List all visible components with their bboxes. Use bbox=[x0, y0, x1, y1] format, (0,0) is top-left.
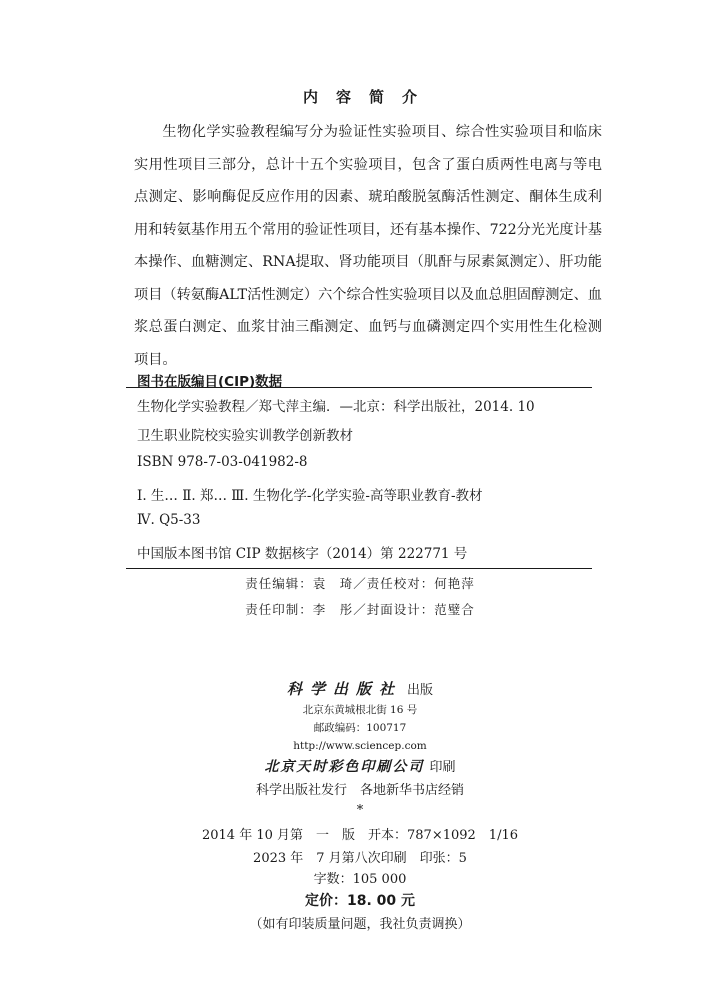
edition-line: 2014 年 10 月第 一 版 开本：787×1092 1/16 bbox=[201, 828, 518, 843]
printing-line: 2023 年 7 月第八次印刷 印张：5 bbox=[253, 851, 467, 866]
abstract-section bbox=[134, 116, 602, 376]
publisher-url: http://www.sciencep.com bbox=[293, 740, 427, 752]
quality-note: （如有印装质量问题，我社负责调换） bbox=[249, 917, 471, 932]
cip-line-title: 生物化学实验教程／郑弋萍主编．—北京：科学出版社，2014. 10 bbox=[137, 399, 535, 415]
price: 定价：18. 00 元 bbox=[304, 893, 416, 909]
distribution-line: 科学出版社发行 各地新华书店经销 bbox=[255, 783, 464, 798]
publisher-line bbox=[0, 678, 720, 699]
publisher-logo: 科学出版社 bbox=[286, 680, 402, 698]
cip-header: 图书在版编目(CIP)数据 bbox=[137, 374, 283, 390]
page-title: 内容简介 bbox=[302, 88, 435, 106]
divider-bottom bbox=[126, 568, 592, 569]
printer-suffix: 印刷 bbox=[429, 760, 456, 775]
cip-line-classification: Ⅰ. 生… Ⅱ. 郑… Ⅲ. 生物化学-化学实验-高等职业教育-教材 bbox=[137, 488, 483, 504]
printer-line bbox=[0, 756, 720, 776]
publisher-address: 北京东黄城根北街 16 号 bbox=[302, 704, 418, 716]
responsibility-line-1: 责任编辑：袁 琦／责任校对：何艳萍 bbox=[245, 576, 475, 591]
word-count: 字数：105 000 bbox=[313, 872, 407, 887]
publisher-postcode: 邮政编码：100717 bbox=[313, 722, 407, 734]
publisher-suffix: 出版 bbox=[407, 683, 434, 698]
separator-star: * bbox=[356, 803, 364, 818]
cip-line-isbn: ISBN 978-7-03-041982-8 bbox=[137, 454, 308, 470]
divider-top bbox=[126, 387, 592, 388]
abstract-paragraph: 生物化学实验教程编写分为验证性实验项目、综合性实验项目和临床实用性项目三部分，总计十五个实验项目，包含了蛋白质两性电离与等电点测定、影响酶促反应作用的因素、琥珀酸脱氢酶活性测定、酮体生成利用和转氨基作用五个常用的验证性项目，还有基本操作、722分光光度计基本操作、血糖测定、RNA提取、肾功能项目（肌酐与尿素氮测定）、肝功能项目（转氨酶ALT活性测定）六个综合性实验项目以及血总胆固醇测定、血浆总蛋白测定、血浆甘油三酯测定、血钙与血磷测定四个实用性生化检测项目。 bbox=[134, 124, 602, 368]
cip-line-record: 中国版本图书馆 CIP 数据核字（2014）第 222771 号 bbox=[137, 546, 468, 562]
printer-logo: 北京天时彩色印刷公司 bbox=[264, 759, 425, 775]
cip-line-series: 卫生职业院校实验实训教学创新教材 bbox=[137, 428, 353, 444]
responsibility-line-2: 责任印制：李 彤／封面设计：范璧合 bbox=[245, 602, 475, 617]
cip-line-clc: Ⅳ. Q5-33 bbox=[137, 512, 201, 528]
